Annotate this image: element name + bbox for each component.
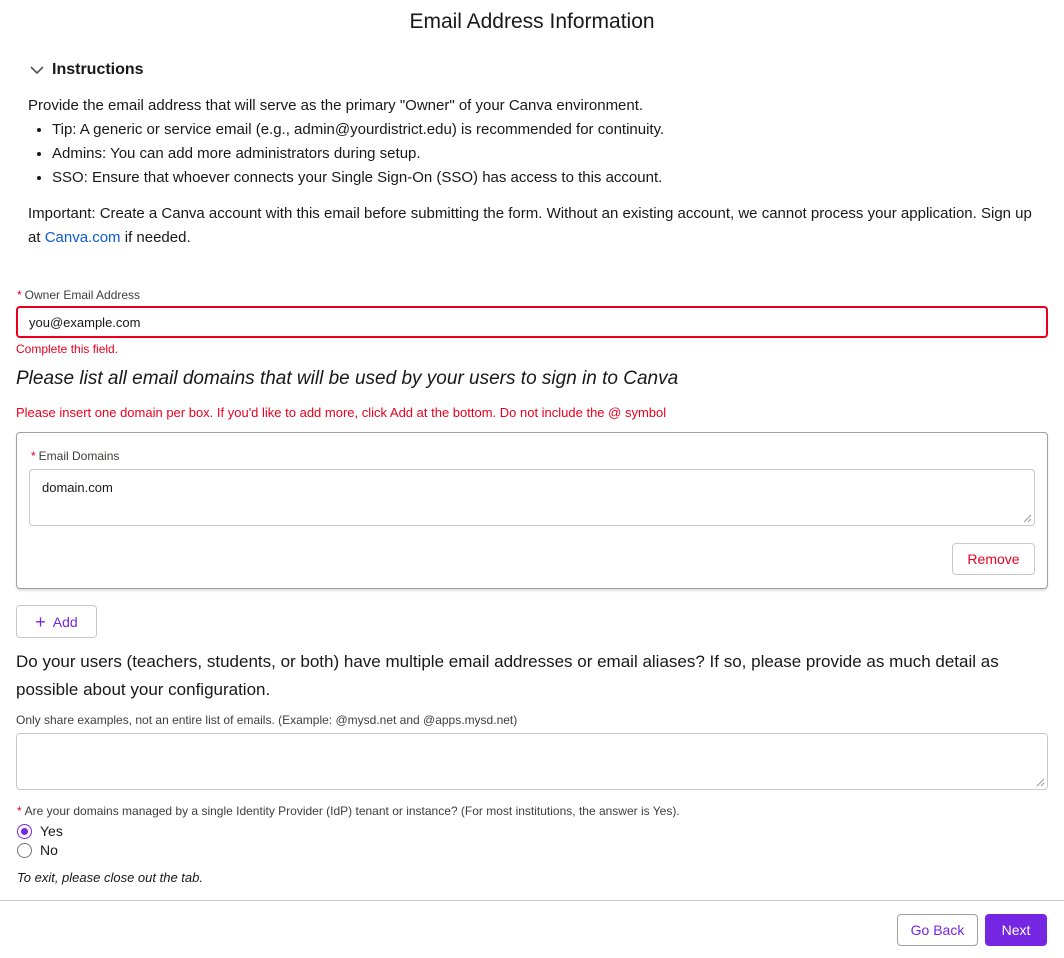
- required-mark: *: [17, 804, 22, 818]
- email-domain-input[interactable]: [29, 469, 1035, 526]
- exit-note: To exit, please close out the tab.: [17, 870, 203, 885]
- owner-email-value: you@example.com: [29, 314, 141, 330]
- owner-email-label-text: Owner Email Address: [24, 288, 141, 302]
- multiple-emails-help: Only share examples, not an entire list of emails. (Example: @mysd.net and @apps.mysd.net): [16, 713, 518, 727]
- important-text: Important: Create a Canva account with this email before submitting the form. Without an existing account, we cannot process your application. Sign up at: [28, 205, 1032, 246]
- multiple-emails-question: Do your users (teachers, students, or both) have multiple email addresses or email aliases? If so, please provide as much detail as possible about your configuration.: [16, 652, 999, 699]
- add-domain-button[interactable]: [16, 605, 97, 638]
- instructions-bullet-sso: • SSO: Ensure that whoever connects your Single Sign-On (SSO) has access to this account.: [52, 166, 1038, 190]
- instructions-body: [28, 94, 1038, 250]
- multiple-emails-textarea[interactable]: [16, 733, 1048, 790]
- domains-note: Please insert one domain per box. If you'd like to add more, click Add at the bottom. Do not include the @ symbol: [16, 405, 667, 420]
- email-domain-card: [16, 432, 1048, 589]
- add-domain-label: Add: [52, 613, 78, 630]
- owner-email-label: [17, 288, 140, 302]
- idp-yes-label: Yes: [40, 823, 63, 839]
- instructions-header: Instructions: [52, 61, 144, 78]
- required-mark: *: [17, 288, 22, 302]
- important-note: [28, 202, 1038, 250]
- remove-domain-button[interactable]: Remove: [952, 543, 1035, 575]
- instructions-bullet-tip: • Tip: A generic or service email (e.g., admin@yourdistrict.edu) is recommended for continuity.: [52, 118, 1038, 142]
- resize-handle-icon[interactable]: [1035, 777, 1045, 787]
- idp-question: [17, 804, 680, 818]
- instructions-list: [28, 118, 1038, 190]
- owner-email-error: Complete this field.: [16, 342, 119, 356]
- idp-question-text: Are your domains managed by a single Identity Provider (IdP) tenant or instance? (For most institutions, the answer is Yes).: [24, 804, 680, 818]
- email-domain-value: domain.com: [42, 480, 113, 495]
- go-back-button[interactable]: Go Back: [897, 914, 978, 946]
- idp-radio-no[interactable]: [17, 842, 58, 858]
- idp-radio-yes[interactable]: [17, 823, 63, 839]
- chevron-down-icon: [28, 61, 46, 79]
- required-mark: *: [31, 449, 36, 463]
- canva-link[interactable]: Canva.com: [44, 229, 121, 246]
- email-domains-label: [31, 449, 119, 463]
- owner-email-input[interactable]: [16, 306, 1048, 338]
- page-title: Email Address Information: [409, 10, 655, 33]
- domains-heading: Please list all email domains that will be used by your users to sign in to Canva: [16, 368, 679, 389]
- instructions-bullet-admins: • Admins: You can add more administrators during setup.: [52, 142, 1038, 166]
- important-text-end: if needed.: [120, 229, 191, 246]
- resize-handle-icon[interactable]: [1022, 513, 1032, 523]
- plus-icon: +: [35, 611, 46, 632]
- idp-no-label: No: [40, 842, 58, 858]
- instructions-intro: Provide the email address that will serve as the primary "Owner" of your Canva environment.: [28, 97, 644, 114]
- radio-unchecked-icon[interactable]: [17, 843, 32, 858]
- footer-divider: [0, 900, 1064, 901]
- email-domains-label-text: Email Domains: [38, 449, 120, 463]
- next-button[interactable]: Next: [985, 914, 1047, 946]
- radio-checked-icon[interactable]: [17, 824, 32, 839]
- instructions-toggle[interactable]: [28, 61, 144, 79]
